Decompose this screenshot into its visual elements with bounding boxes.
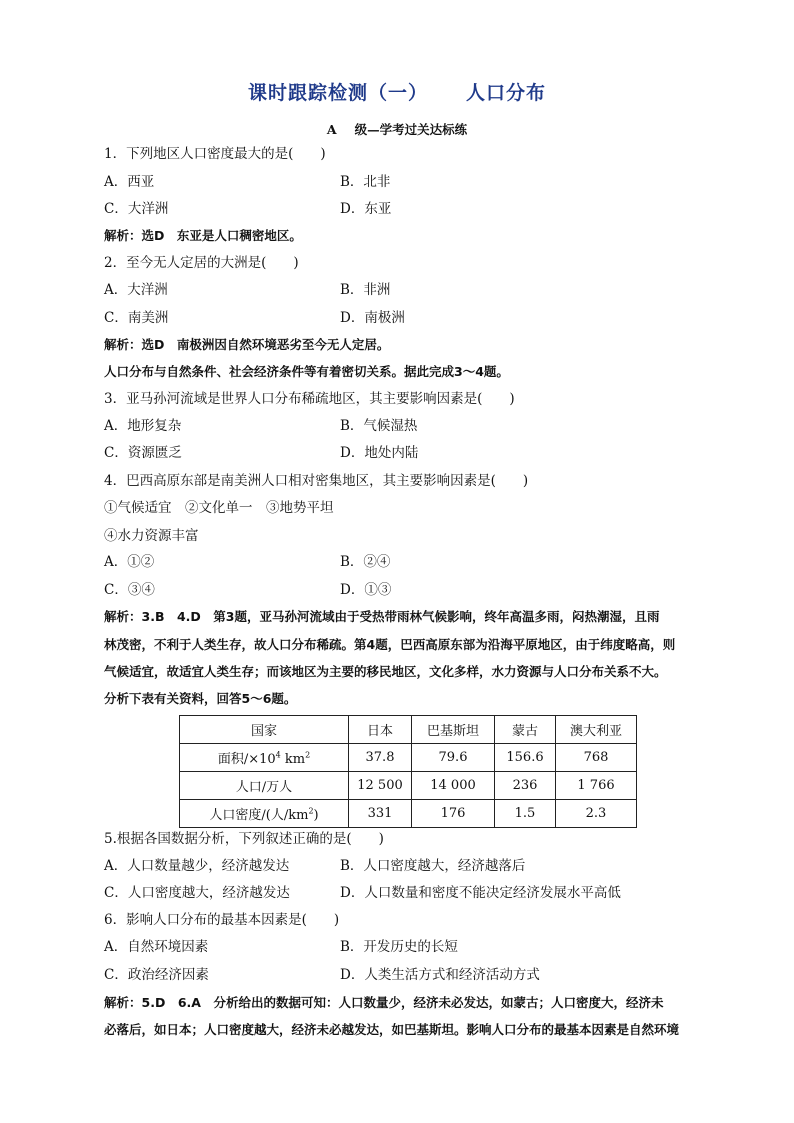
- table-cell: 14 000: [412, 772, 495, 800]
- table-header-cell: 巴基斯坦: [412, 716, 495, 744]
- question-3-option-c: C．资源匮乏: [104, 445, 182, 461]
- table-cell: 768: [556, 744, 637, 772]
- table-row-label: [180, 744, 349, 772]
- table-row: [180, 744, 637, 772]
- question-1-option-b: B．北非: [340, 174, 391, 190]
- question-4-stem: 4．巴西高原东部是南美洲人口相对密集地区，其主要影响因素是( ): [104, 473, 529, 489]
- section-label: 级—学考过关达标练: [354, 122, 468, 137]
- label-superscript: 2: [308, 806, 314, 816]
- question-2-answer: 解析：选D 南极洲因自然环境恶劣至今无人定居。: [104, 337, 390, 352]
- question-4-option-a: A．①②: [104, 554, 155, 570]
- label-superscript: 4: [275, 750, 281, 760]
- answer-5-6-line-2: 必落后，如日本；人口密度越大，经济未必越发达，如巴基斯坦。影响人口分布的最基本因素是自然环境: [104, 1022, 680, 1037]
- answer-3-4-line-3: 气候适宜，故适宜人类生存；而该地区为主要的移民地区，文化多样，水力资源与人口分布关系不大。: [104, 664, 667, 679]
- page-title: [0, 78, 794, 105]
- question-3-option-d: D．地处内陆: [340, 445, 419, 461]
- table-cell: 236: [495, 772, 556, 800]
- title-main: 课时跟踪检测（一）: [247, 82, 428, 104]
- section-level: A: [326, 122, 337, 137]
- question-6-option-d: D．人类生活方式和经济活动方式: [340, 967, 540, 983]
- question-4-option-b: B．②④: [340, 554, 391, 570]
- label-text: 人口/万人: [235, 780, 293, 795]
- title-topic: 人口分布: [466, 82, 547, 104]
- country-data-table: [179, 715, 637, 828]
- table-row: [180, 800, 637, 828]
- question-4-items-1: ①气候适宜 ②文化单一 ③地势平坦: [104, 500, 334, 516]
- answer-3-4-line-1: 解析：3.B 4.D 第3题，亚马孙河流域由于受热带雨林气候影响，终年高温多雨，闷热潮湿，且雨: [104, 609, 660, 624]
- table-cell: 12 500: [349, 772, 412, 800]
- table-row: [180, 772, 637, 800]
- question-1-option-a: A．西亚: [104, 174, 155, 190]
- question-2-option-d: D．南极洲: [340, 310, 405, 326]
- question-3-stem: 3．亚马孙河流域是世界人口分布稀疏地区，其主要影响因素是( ): [104, 391, 515, 407]
- table-cell: 79.6: [412, 744, 495, 772]
- label-text: 面积/×10: [217, 752, 276, 767]
- table-cell: 1.5: [495, 800, 556, 828]
- answer-3-4-line-2: 林茂密，不利于人类生存，故人口分布稀疏。第4题，巴西高原东部为沿海平原地区，由于纬度略高，则: [104, 637, 676, 652]
- table-cell: 156.6: [495, 744, 556, 772]
- section-heading: [0, 120, 794, 138]
- table-header-cell: 蒙古: [495, 716, 556, 744]
- table-cell: 176: [412, 800, 495, 828]
- question-5-option-d: D．人口数量和密度不能决定经济发展水平高低: [340, 885, 621, 901]
- table-row-label: [180, 772, 349, 800]
- intro-3-4: 人口分布与自然条件、社会经济条件等有着密切关系。据此完成3～4题。: [104, 364, 509, 379]
- question-3-option-a: A．地形复杂: [104, 418, 182, 434]
- question-5-option-b: B．人口密度越大，经济越落后: [340, 858, 526, 874]
- question-5-option-a: A．人口数量越少，经济越发达: [104, 858, 290, 874]
- question-1-option-d: D．东亚: [340, 201, 392, 217]
- intro-5-6: 分析下表有关资料，回答5～6题。: [104, 691, 297, 706]
- label-text: ): [313, 808, 319, 823]
- table-header-cell: 澳大利亚: [556, 716, 637, 744]
- table-header-cell: 日本: [349, 716, 412, 744]
- table-cell: 2.3: [556, 800, 637, 828]
- question-3-option-b: B．气候湿热: [340, 418, 418, 434]
- label-text: 人口密度/(人/km: [209, 808, 309, 823]
- question-2-option-c: C．南美洲: [104, 310, 169, 326]
- question-6-option-b: B．开发历史的长短: [340, 939, 458, 955]
- question-2-option-a: A．大洋洲: [104, 282, 168, 298]
- question-4-option-d: D．①③: [340, 582, 392, 598]
- question-6-option-a: A．自然环境因素: [104, 939, 209, 955]
- table-cell: 37.8: [349, 744, 412, 772]
- question-4-option-c: C．③④: [104, 582, 155, 598]
- question-6-option-c: C．政治经济因素: [104, 967, 209, 983]
- question-1-stem: 1．下列地区人口密度最大的是( ): [104, 146, 326, 162]
- question-1-answer: 解析：选D 东亚是人口稠密地区。: [104, 228, 302, 243]
- question-5-option-c: C．人口密度越大，经济越发达: [104, 885, 290, 901]
- label-superscript: 2: [305, 750, 311, 760]
- table-header-cell: 国家: [180, 716, 349, 744]
- question-6-stem: 6．影响人口分布的最基本因素是( ): [104, 912, 340, 928]
- table-cell: 331: [349, 800, 412, 828]
- question-4-items-2: ④水力资源丰富: [104, 528, 199, 544]
- question-1-option-c: C．大洋洲: [104, 201, 169, 217]
- question-5-stem: 5.根据各国数据分析，下列叙述正确的是( ): [104, 831, 384, 847]
- table-cell: 1 766: [556, 772, 637, 800]
- answer-5-6-line-1: 解析：5.D 6.A 分析给出的数据可知：人口数量少，经济未必发达，如蒙古；人口密度大，经济未: [104, 995, 664, 1010]
- question-2-option-b: B．非洲: [340, 282, 391, 298]
- question-2-stem: 2．至今无人定居的大洲是( ): [104, 255, 299, 271]
- table-header-row: [180, 716, 637, 744]
- label-text: km: [280, 752, 306, 767]
- table-row-label: [180, 800, 349, 828]
